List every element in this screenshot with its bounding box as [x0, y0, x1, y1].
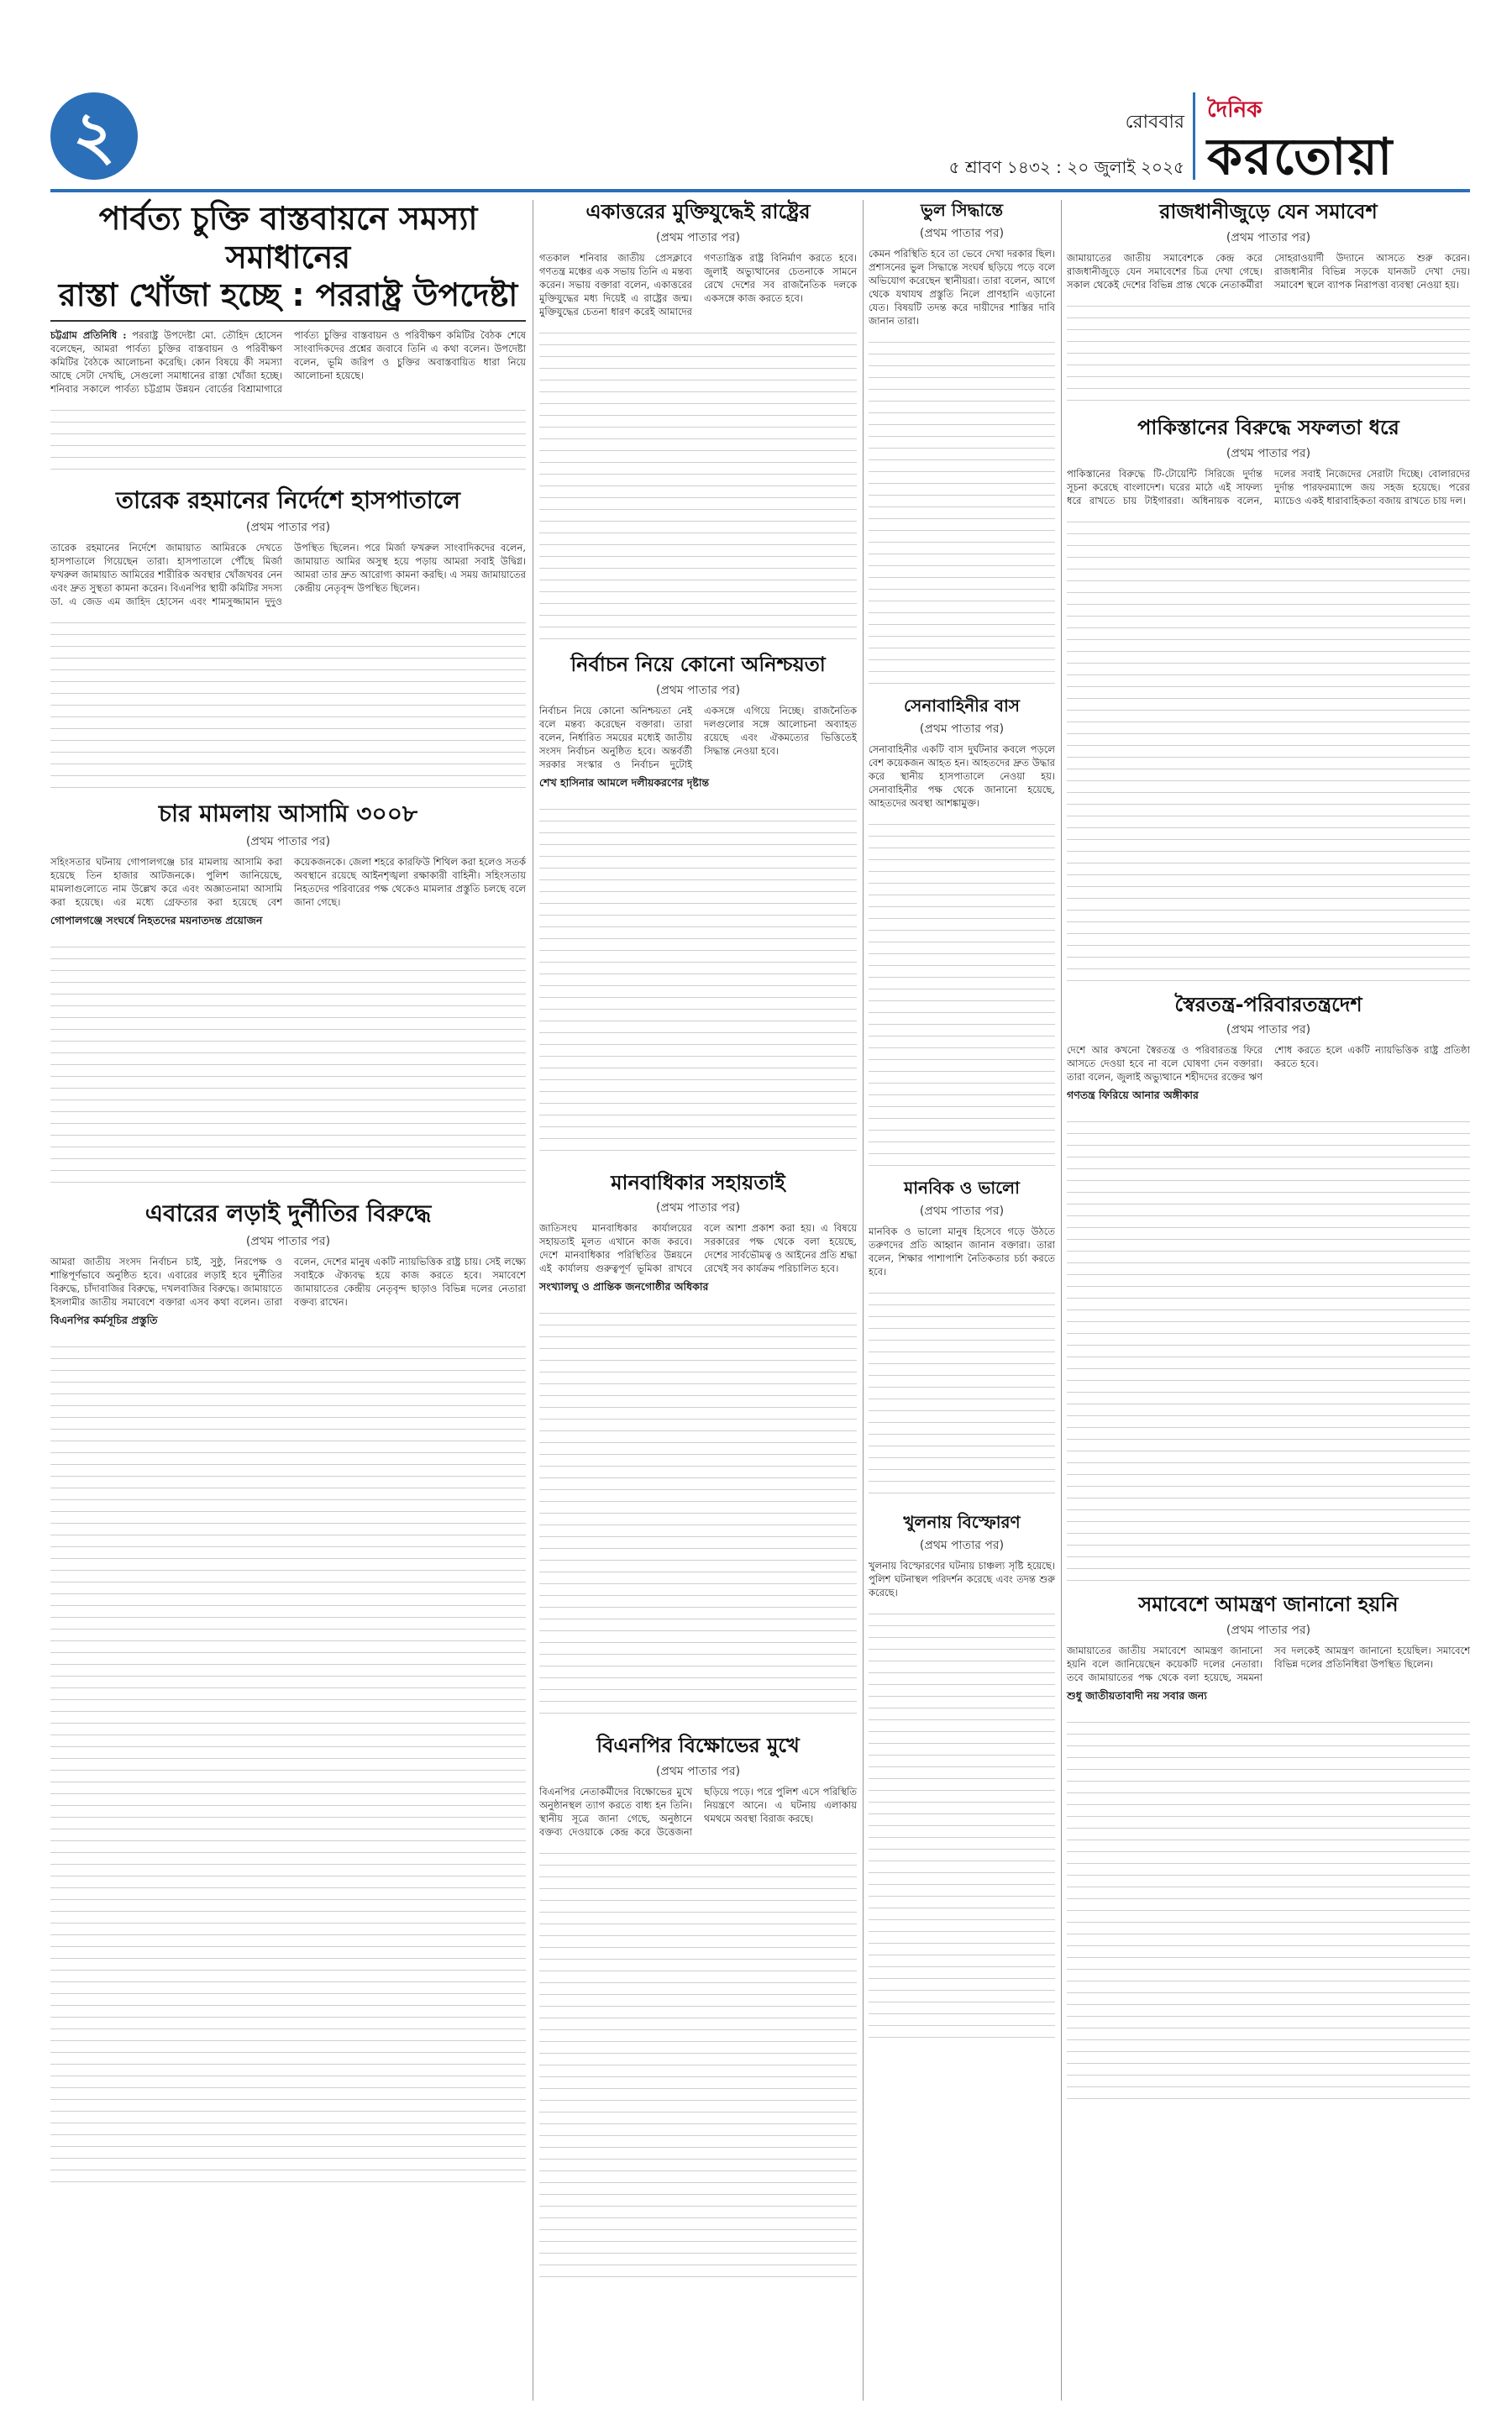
text-continuation — [539, 798, 857, 1159]
text-continuation — [1067, 295, 1470, 404]
story-kicker: (প্রথম পাতার পর) — [1226, 1624, 1311, 1638]
story-liberation — [539, 200, 857, 641]
story-subhead: শুধু জাতীয়তাবাদী নয় সবার জন্য — [1067, 1689, 1207, 1703]
text-continuation — [50, 399, 526, 475]
text-continuation — [539, 1842, 857, 2279]
column-divider — [1061, 200, 1062, 2401]
story-tarek — [50, 486, 526, 789]
story-body: জামায়াতের জাতীয় সমাবেশকে কেন্দ্র করে রাজধানীজুড়ে যেন সমাবেশের চিত্র দেখা গেছে। সকাল থেকেই দেশের বিভিন্ন প্রান্ত থেকে নেতাকর্মীরা সোহরাওয়ার্দী উদ্যানে আসতে শুরু করেন। রাজধানীর বিভিন্ন সড়কে যানজট দেখা দেয়। সমাবেশ স্থলে ব্যাপক নিরাপত্তা ব্যবস্থা নেওয়া হয়। — [1067, 251, 1470, 291]
story-headline: সেনাবাহিনীর বাস — [904, 695, 1020, 716]
text-continuation — [50, 1336, 526, 2192]
story-headline: তারেক রহমানের নির্দেশে হাসপাতালে — [116, 485, 460, 514]
story-bnp-protest — [539, 1734, 857, 2279]
lead-story — [50, 200, 526, 475]
story-body: সেনাবাহিনীর একটি বাস দুর্ঘটনার কবলে পড়লে বেশ কয়েকজন আহত হন। আহতদের দ্রুত উদ্ধার করে স্থানীয় হাসপাতালে নেওয়া হয়। সেনাবাহিনীর পক্ষ থেকে জানানো হয়েছে, আহতদের অবস্থা আশঙ্কামুক্ত। — [869, 743, 1055, 809]
newspaper-logo — [1193, 92, 1470, 186]
story-rights — [539, 1171, 857, 1723]
story-subhead: শেখ হাসিনার আমলে দলীয়করণের দৃষ্টান্ত — [539, 775, 710, 789]
story-body: খুলনায় বিস্ফোরণের ঘটনায় চাঞ্চল্য সৃষ্টি হয়েছে। পুলিশ ঘটনাস্থল পরিদর্শন করেছে এবং তদন্ত শুরু করেছে। — [869, 1560, 1055, 1598]
story-kicker: (প্রথম পাতার পর) — [919, 227, 1005, 240]
page-number-badge: ২ — [50, 92, 138, 180]
story-headline: নির্বাচন নিয়ে কোনো অনিশ্চয়তা — [570, 652, 826, 676]
story-mistake — [869, 200, 1055, 684]
story-subhead: গোপালগঞ্জে সংঘর্ষে নিহতদের ময়নাতদন্ত প্রয়োজন — [50, 913, 263, 926]
story-headline: চার মামলায় আসামি ৩০০৮ — [158, 800, 418, 828]
story-kicker: (প্রথম পাতার পর) — [655, 683, 741, 697]
logo-small-text: দৈনিক — [1207, 97, 1263, 123]
story-khulna — [869, 1512, 1055, 2039]
story-headline: ভুল সিদ্ধান্তে — [921, 200, 1003, 220]
story-kicker: (প্রথম পাতার পর) — [1226, 230, 1311, 244]
lead-headline-line-1: পার্বত্য চুক্তি বাস্তবায়নে সমস্যা সমাধানের — [98, 200, 478, 276]
story-humanity — [869, 1178, 1055, 1500]
story-kicker: (প্রথম পাতার পর) — [655, 1765, 741, 1779]
text-continuation — [869, 331, 1055, 684]
text-continuation — [539, 322, 857, 641]
story-headline: এবারের লড়াই দুর্নীতির বিরুদ্ধে — [144, 1199, 432, 1227]
story-subhead: গণতন্ত্র ফিরিয়ে আনার অঙ্গীকার — [1067, 1089, 1199, 1102]
story-election — [539, 653, 857, 1159]
lead-body — [50, 328, 526, 396]
story-kicker: (প্রথম পাতার পর) — [655, 1201, 741, 1215]
story-kicker: (প্রথম পাতার পর) — [655, 230, 741, 244]
column-4 — [1067, 200, 1470, 2118]
story-cricket — [1067, 416, 1470, 981]
story-body: দেশে আর কখনো স্বৈরতন্ত্র ও পরিবারতন্ত্র ফিরে আসতে দেওয়া হবে না বলে ঘোষণা দেন বক্তারা। তারা বলেন, জুলাই অভ্যুত্থানে শহীদদের রক্তের ঋণ শোধ করতে হলে একটি ন্যায়ভিত্তিক রাষ্ট্র প্রতিষ্ঠা করতে হবে। — [1067, 1044, 1470, 1084]
story-kicker: (প্রথম পাতার পর) — [919, 1539, 1005, 1552]
text-continuation — [50, 611, 526, 788]
lead-dateline: চট্টগ্রাম প্রতিনিধি : — [50, 328, 127, 341]
story-subhead: সংখ্যালঘু ও প্রান্তিক জনগোষ্ঠীর অধিকার — [539, 1280, 709, 1294]
text-continuation — [869, 813, 1055, 1166]
story-body: পাকিস্তানের বিরুদ্ধে টি-টোয়েন্টি সিরিজে দুর্দান্ত সূচনা করেছে বাংলাদেশ। ঘরের মাঠে এই সাফল্য ধরে রাখতে চায় টাইগাররা। অধিনায়ক বলেন, দলের সবাই নিজেদের সেরাটা দিচ্ছে। বোলারদের দুর্দান্ত পারফরম্যান্সে জয় সহজ হয়েছে। পরের ম্যাচেও একই ধারাবাহিকতা বজায় রাখতে চায় দল। — [1067, 467, 1470, 506]
story-headline: স্বৈরতন্ত্র-পরিবারতন্ত্রদেশ — [1174, 992, 1362, 1016]
day-label: রোববার — [1125, 112, 1184, 133]
story-kicker: (প্রথম পাতার পর) — [1226, 446, 1311, 460]
story-army — [869, 695, 1055, 1166]
story-kicker: (প্রথম পাতার পর) — [245, 834, 331, 848]
column-2 — [539, 200, 857, 2291]
text-continuation — [869, 1282, 1055, 1500]
story-body: তারেক রহমানের নির্দেশে জামায়াত আমিরকে দেখতে হাসপাতালে গিয়েছেন তারা। হাসপাতালে পৌঁছে মির্জা ফখরুল জামায়াত আমিরের শারীরিক অবস্থার খোঁজখবর নেন এবং দ্রুত সুস্থতা কামনা করেন। বিএনপির স্থায়ী কমিটির সদস্য ডা. এ জেড এম জাহিদ হোসেন এবং শামসুজ্জামান দুদুও উপস্থিত ছিলেন। পরে মির্জা ফখরুল সাংবাদিকদের বলেন, জামায়াত আমির অসুস্থ হয়ে পড়ায় আমরা সবাই উদ্বিগ্ন। আমরা তার দ্রুত আরোগ্য কামনা করছি। এ সময় জামায়াতের কেন্দ্রীয় নেতৃবৃন্দ উপস্থিত ছিলেন। — [50, 542, 526, 608]
text-continuation — [50, 936, 526, 1188]
story-headline: মানবিক ও ভালো — [904, 1178, 1020, 1198]
story-body: কেমন পরিস্থিতি হবে তা ভেবে দেখা দরকার ছিল। প্রশাসনের ভুল সিদ্ধান্তে সংঘর্ষ ছড়িয়ে পড়ে বলে অভিযোগ করেছেন স্থানীয়রা। তারা বলেন, আগে থেকে যথাযথ প্রস্তুতি নিলে প্রাণহানি এড়ানো যেত। বিষয়টি তদন্ত করে দায়ীদের শাস্তির দাবি জানান তারা। — [869, 248, 1055, 327]
text-continuation — [539, 1302, 857, 1722]
story-body: আমরা জাতীয় সংসদ নির্বাচন চাই, সুষ্ঠু, নিরপেক্ষ ও শান্তিপূর্ণভাবে অনুষ্ঠিত হবে। এবারের লড়াই হবে দুর্নীতির বিরুদ্ধে, চাঁদাবাজির বিরুদ্ধে, দখলবাজির বিরুদ্ধে। জামায়াতে ইসলামীর জাতীয় সমাবেশে বক্তারা এসব কথা বলেন। তারা বলেন, দেশের মানুষ একটি ন্যায়ভিত্তিক রাষ্ট্র চায়। সেই লক্ষ্যে সবাইকে ঐক্যবদ্ধ হয়ে কাজ করতে হবে। সমাবেশে জামায়াতের কেন্দ্রীয় নেতৃবৃন্দ ছাড়াও বিভিন্ন দলের নেতারা বক্তব্য রাখেন। — [50, 1255, 526, 1308]
column-3 — [869, 200, 1055, 2051]
lead-headline-line-2: রাস্তা খোঁজা হচ্ছে : পররাষ্ট্র উপদেষ্টা — [58, 276, 518, 314]
story-corruption — [50, 1199, 526, 2192]
story-headline: একাত্তরের মুক্তিযুদ্ধেই রাষ্ট্রের — [585, 200, 811, 223]
lead-body-text: পররাষ্ট্র উপদেষ্টা মো. তৌহিদ হোসেন বলেছেন, আমরা পার্বত্য চুক্তির বাস্তবায়ন ও পরিবীক্ষণ কমিটির বৈঠকে আলোচনা করেছি। কোন বিষয়ে কী সমস্যা আছে সেটা দেখছি, সেগুলো সমাধানের রাস্তা খোঁজা হচ্ছে। শনিবার সকালে পার্বত্য চট্টগ্রাম উন্নয়ন বোর্ডের বিশ্রামাগারে পার্বত্য চুক্তির বাস্তবায়ন ও পরিবীক্ষণ কমিটির বৈঠক শেষে সাংবাদিকদের প্রশ্নের জবাবে তিনি এ কথা বলেন। উপদেষ্টা বলেন, ভূমি জরিপ ও চুক্তির অবাস্তবায়িত ধারা নিয়ে আলোচনা হয়েছে। — [50, 328, 526, 395]
story-cases — [50, 800, 526, 1188]
story-kicker: (প্রথম পাতার পর) — [1226, 1023, 1311, 1037]
story-kicker: (প্রথম পাতার পর) — [919, 722, 1005, 736]
story-body: বিএনপির নেতাকর্মীদের বিক্ষোভের মুখে অনুষ্ঠানস্থল ত্যাগ করতে বাধ্য হন তিনি। স্থানীয় সূত্রে জানা গেছে, অনুষ্ঠানে বক্তব্য দেওয়াকে কেন্দ্র করে উত্তেজনা ছড়িয়ে পড়ে। পরে পুলিশ এসে পরিস্থিতি নিয়ন্ত্রণে আনে। এ ঘটনায় এলাকায় থমথমে অবস্থা বিরাজ করছে। — [539, 1786, 857, 1839]
story-body: জামায়াতের জাতীয় সমাবেশে আমন্ত্রণ জানানো হয়নি বলে জানিয়েছেন কয়েকটি দলের নেতারা। তবে জামায়াতের পক্ষ থেকে বলা হয়েছে, সমমনা সব দলকেই আমন্ত্রণ জানানো হয়েছিল। সমাবেশে বিভিন্ন দলের প্রতিনিধিরা উপস্থিত ছিলেন। — [1067, 1645, 1470, 1684]
column-divider — [863, 200, 864, 2401]
story-headline: বিএনপির বিক্ষোভের মুখে — [596, 1734, 800, 1758]
story-body: সহিংসতার ঘটনায় গোপালগঞ্জে চার মামলায় আসামি করা হয়েছে তিন হাজার আটজনকে। পুলিশ জানিয়েছে, মামলাগুলোতে নাম উল্লেখ করে এবং অজ্ঞাতনামা আসামি করা হয়েছে। এর মধ্যে গ্রেফতার করা হয়েছে বেশ কয়েকজনকে। জেলা শহরে কারফিউ শিথিল করা হলেও সতর্ক অবস্থানে রয়েছে আইনশৃঙ্খলা রক্ষাকারী বাহিনী। সহিংসতায় নিহতদের পরিবারের পক্ষ থেকেও মামলার প্রস্তুতি চলছে বলে জানা গেছে। — [50, 855, 526, 908]
column-1 — [50, 200, 526, 2204]
text-continuation — [869, 1603, 1055, 2039]
text-continuation — [1067, 511, 1470, 981]
story-rally — [1067, 200, 1470, 404]
date-label: ৫ শ্রাবণ ১৪৩২ : ২০ জুলাই ২০২৫ — [948, 157, 1184, 177]
story-headline: পাকিস্তানের বিরুদ্ধে সফলতা ধরে — [1137, 415, 1399, 439]
story-invitation — [1067, 1593, 1470, 2106]
story-headline: খুলনায় বিস্ফোরণ — [903, 1512, 1021, 1532]
logo-big-text: করতোয়া — [1207, 128, 1394, 186]
story-headline: সমাবেশে আমন্ত্রণ জানানো হয়নি — [1138, 1593, 1399, 1617]
story-subhead: বিএনপির কর্মসূচির প্রস্তুতি — [50, 1313, 158, 1326]
story-body: গতকাল শনিবার জাতীয় প্রেসক্লাবে গণতন্ত্র মঞ্চের এক সভায় তিনি এ মন্তব্য করেন। সভায় বক্তারা বলেন, একাত্তরের মুক্তিযুদ্ধের মধ্য দিয়েই এ রাষ্ট্রের জন্ম। মুক্তিযুদ্ধের চেতনা ধারণ করেই আমাদের গণতান্ত্রিক রাষ্ট্র বিনির্মাণ করতে হবে। জুলাই অভ্যুত্থানের চেতনাকে সামনে রেখে দেশের সব রাজনৈতিক দলকে একসঙ্গে কাজ করতে হবে। — [539, 251, 857, 318]
story-autocracy — [1067, 993, 1470, 1582]
story-kicker: (প্রথম পাতার পর) — [919, 1205, 1005, 1218]
masthead — [50, 92, 1470, 185]
story-body: জাতিসংঘ মানবাধিকার কার্যালয়ের সহায়তাই মূলত এখানে কাজ করবে। দেশে মানবাধিকার পরিস্থিতির উন্নয়নে এই কার্যালয় গুরুত্বপূর্ণ ভূমিকা রাখবে বলে আশা প্রকাশ করা হয়। এ বিষয়ে সরকারের পক্ষ থেকে বলা হয়েছে, দেশের সার্বভৌমত্ব ও আইনের প্রতি শ্রদ্ধা রেখেই সব কার্যক্রম পরিচালিত হবে। — [539, 1222, 857, 1275]
story-headline: রাজধানীজুড়ে যেন সমাবেশ — [1159, 200, 1378, 223]
text-continuation — [1067, 1711, 1470, 2106]
story-kicker: (প্রথম পাতার পর) — [245, 1234, 331, 1248]
date-block — [949, 108, 1184, 183]
story-kicker: (প্রথম পাতার পর) — [245, 521, 331, 535]
text-continuation — [1067, 1110, 1470, 1581]
masthead-rule — [50, 189, 1470, 192]
story-body: মানবিক ও ভালো মানুষ হিসেবে গড়ে উঠতে তরুণদের প্রতি আহ্বান জানান বক্তারা। তারা বলেন, শিক্ষার পাশাপাশি নৈতিকতার চর্চা করতে হবে। — [869, 1225, 1055, 1278]
story-headline: মানবাধিকার সহায়তাই — [611, 1170, 785, 1194]
story-body: নির্বাচন নিয়ে কোনো অনিশ্চয়তা নেই বলে মন্তব্য করেছেন বক্তারা। তারা বলেন, নির্ধারিত সময়ের মধ্যেই জাতীয় সংসদ নির্বাচন অনুষ্ঠিত হবে। অন্তর্বর্তী সরকার সংস্কার ও নির্বাচন দুটোই একসঙ্গে এগিয়ে নিচ্ছে। রাজনৈতিক দলগুলোর সঙ্গে আলোচনা অব্যাহত রয়েছে এবং ঐকমত্যের ভিত্তিতেই সিদ্ধান্ত নেওয়া হবে। — [539, 704, 857, 770]
